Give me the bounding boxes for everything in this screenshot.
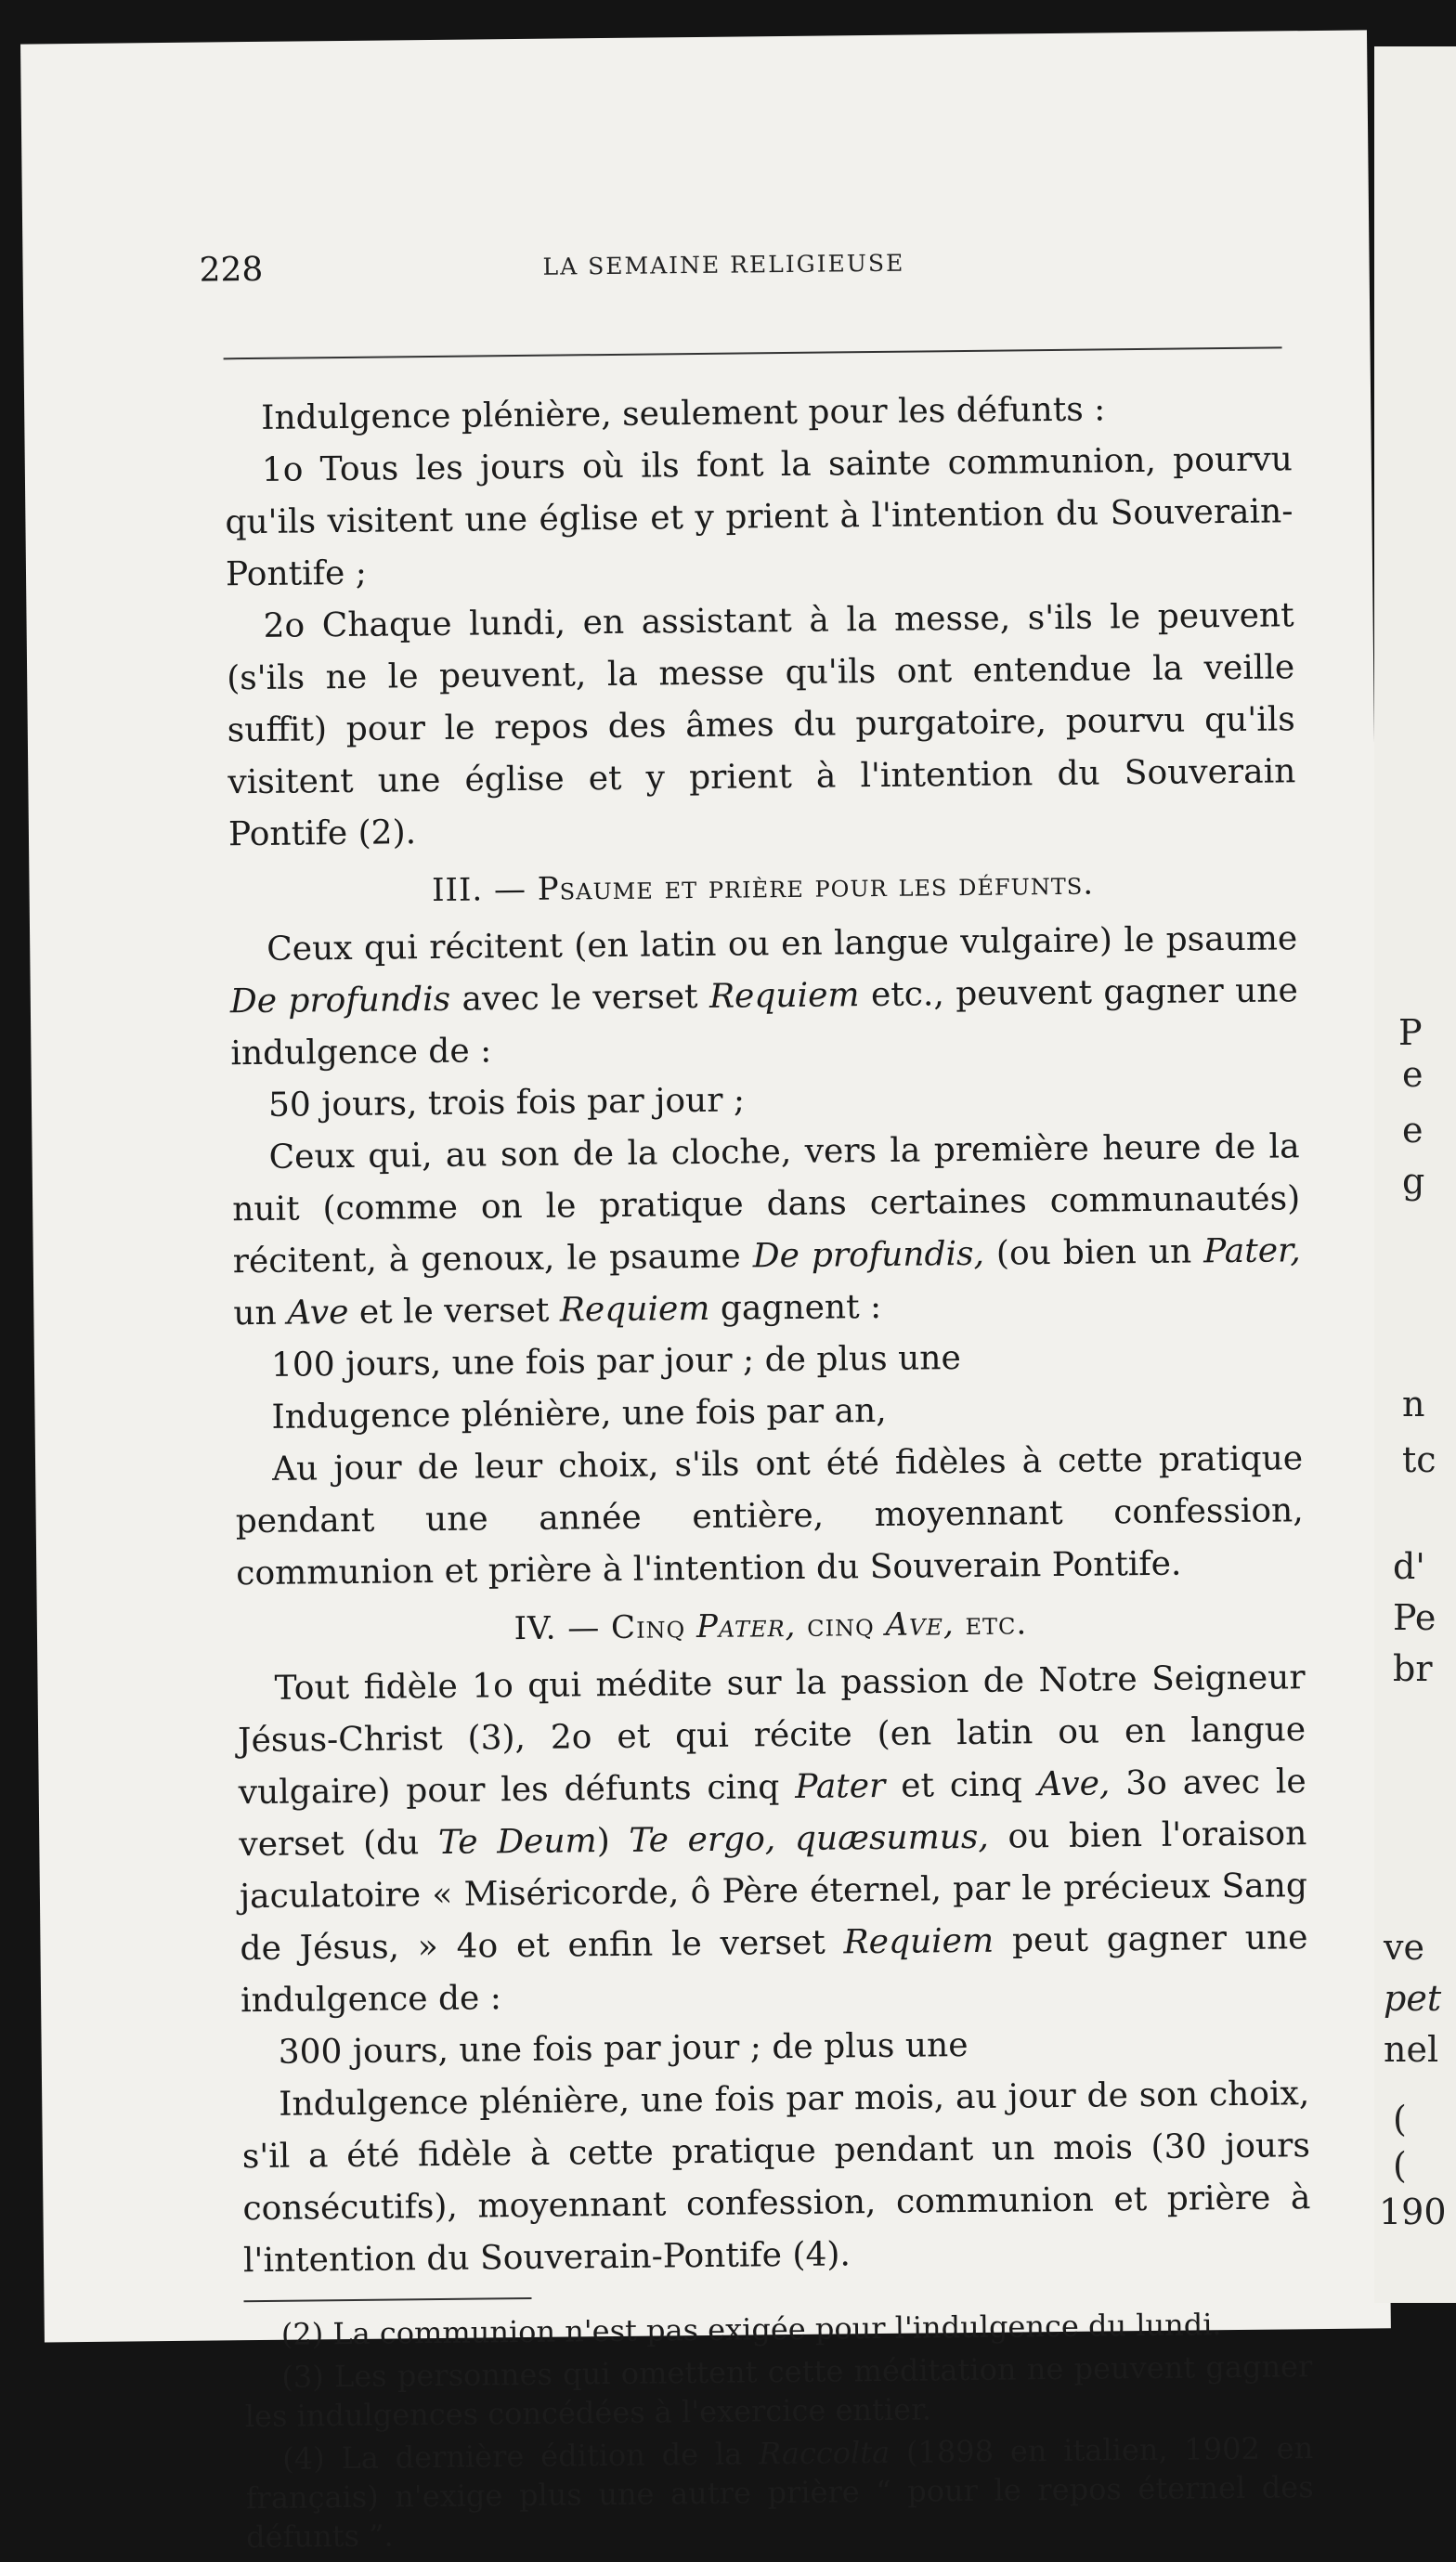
footnote-4 <box>245 2428 1314 2556</box>
footnote-2: (2) La communion n'est pas exigée pour l'indulgence du lundi. <box>280 2307 1222 2352</box>
text-span: Tout fidèle 1o qui médite sur la passion de Notre Seigneur Jésus-Christ (3), 2o et qui récite (en latin ou en langue vulgaire) pour les défunts cinq <box>237 1658 1306 1813</box>
adjacent-text-fragment: ve <box>1384 1927 1424 1968</box>
text-span: Ceux qui, au son de la cloche, vers la première heure de la nuit (comme on le pratique dans certaines communautés) récitent, à genoux, le psaume <box>231 1127 1301 1281</box>
book-page <box>20 30 1391 2555</box>
section-4-title <box>237 1594 1306 1658</box>
footnotes <box>244 2304 1315 2556</box>
text-span: et le verset <box>348 1291 561 1332</box>
item-1-paragraph: 1o Tous les jours où ils font la sainte communion, pourvu qu'ils visitent une église et y prient à l'intention du Souverain-Pontife ; <box>225 440 1294 594</box>
adjacent-text-fragment: br <box>1393 1648 1433 1689</box>
s3-item-2: 100 jours, une fois par jour ; de plus une <box>270 1339 961 1385</box>
italic-span: Requiem <box>708 976 860 1016</box>
adjacent-text-fragment: nel <box>1384 2029 1439 2070</box>
footnote-3: (3) Les personnes qui omettent cette méditation ne peuvent gagner les indulgences concédées à l'exercice entier. <box>244 2348 1313 2435</box>
italic-span: Pater, <box>696 1606 797 1646</box>
adjacent-text-fragment: ( <box>1393 2099 1407 2139</box>
text-span: ) <box>596 1821 630 1861</box>
italic-span: Pater <box>795 1766 886 1806</box>
s3-paragraph-1 <box>229 913 1299 1080</box>
adjacent-text-fragment: n <box>1402 1384 1425 1424</box>
s4-item-1: 300 jours, une fois par jour ; de plus une <box>278 2026 968 2072</box>
text-span: et cinq <box>885 1765 1038 1805</box>
italic-span: Requiem <box>559 1289 710 1330</box>
text-span: (ou bien un <box>983 1232 1204 1273</box>
italic-span: Ave, <box>885 1606 955 1644</box>
adjacent-page-edge <box>1374 46 1456 2303</box>
page-number: 228 <box>199 250 264 290</box>
italic-span: Te Deum <box>437 1822 597 1862</box>
italic-span: Pater, <box>1202 1231 1301 1271</box>
s3-item-3: Indugence plénière, une fois par an, <box>271 1391 887 1437</box>
adjacent-text-fragment: pet <box>1384 1978 1442 2019</box>
italic-span: Raccolta <box>758 2434 890 2472</box>
s4-paragraph-2: Indulgence plénière, une fois par mois, au jour de son choix, s'il a été fidèle à cette pratique pendant un mois (30 jours consécutifs), moyennant confession, communion et prière à l'intention du Souverain-Pontife (4). <box>241 2074 1311 2281</box>
section-3-title: III. — Psaume et prière pour les défunts. <box>431 865 1095 910</box>
intro-paragraph: Indulgence plénière, seulement pour les défunts : <box>261 390 1106 437</box>
adjacent-text-fragment: e <box>1402 1054 1424 1095</box>
adjacent-text-fragment: tc <box>1402 1439 1436 1480</box>
s4-paragraph-1 <box>237 1652 1308 2027</box>
adjacent-text-fragment: 190 <box>1379 2191 1447 2232</box>
italic-span: De profundis, <box>752 1234 985 1276</box>
adjacent-text-fragment: e <box>1402 1110 1424 1151</box>
adjacent-text-fragment: Pe <box>1393 1597 1436 1638</box>
text-span: un <box>233 1294 288 1333</box>
running-head: LA SEMAINE RELIGIEUSE <box>542 249 905 280</box>
text-span: avec le verset <box>449 977 710 1019</box>
adjacent-text-fragment: d' <box>1393 1546 1425 1587</box>
italic-span: Requiem <box>843 1921 994 1962</box>
footnote-rule <box>243 2297 531 2302</box>
page-header <box>22 239 1370 308</box>
s3-item-1: 50 jours, trois fois par jour ; <box>267 1081 746 1125</box>
s3-paragraph-2 <box>231 1121 1301 1340</box>
text-span: IV. — Cinq <box>514 1608 697 1648</box>
adjacent-text-fragment: ( <box>1393 2145 1407 2186</box>
text-span: etc., peuvent gagner une indulgence de : <box>230 971 1299 1073</box>
s3-paragraph-3: Au jour de leur choix, s'ils ont été fidèles à cette pratique pendant une année entière, moyennant confession, communion et prière à l'intention du Souverain Pontife. <box>235 1439 1304 1593</box>
text-span: (4) La dernière édition de la <box>282 2436 760 2477</box>
text-span: Ceux qui récitent (en latin ou en langue vulgaire) le psaume <box>266 919 1298 969</box>
adjacent-text-fragment: P <box>1398 1012 1423 1053</box>
italic-span: Ave <box>286 1293 349 1333</box>
body-text <box>224 382 1314 2560</box>
adjacent-text-fragment: g <box>1402 1161 1425 1202</box>
item-2-paragraph: 2o Chaque lundi, en assistant à la messe, s'ils le peuvent (s'ils ne le peuvent, la messe qu'ils ont entendue la veille suffit) pour le repos des âmes du purgatoire, pourvu qu'ils visitent une église et y prient à l'intention du Souverain Pontife (2). <box>226 596 1296 854</box>
text-span: peut gagner une indulgence de : <box>240 1918 1308 2021</box>
italic-span: Te ergo, quæsumus, <box>629 1817 990 1860</box>
header-rule <box>224 346 1282 359</box>
text-span: (1898 en italien, 1902 en français) n'exige plus une autre prière “ pour le repos éternel des défunts ”. <box>245 2430 1314 2555</box>
italic-span: De profundis <box>229 980 451 1021</box>
text-span: etc. <box>954 1605 1028 1644</box>
text-span: 3o avec le verset (du <box>239 1762 1306 1865</box>
text-span: cinq <box>796 1606 886 1645</box>
text-span: ou bien l'oraison jaculatoire « Miséricorde, ô Père éternel, par le précieux Sang de Jésus, » 4o et enfin le verset <box>239 1814 1308 1969</box>
italic-span: Ave, <box>1037 1764 1111 1804</box>
text-span: gagnent : <box>709 1287 882 1328</box>
